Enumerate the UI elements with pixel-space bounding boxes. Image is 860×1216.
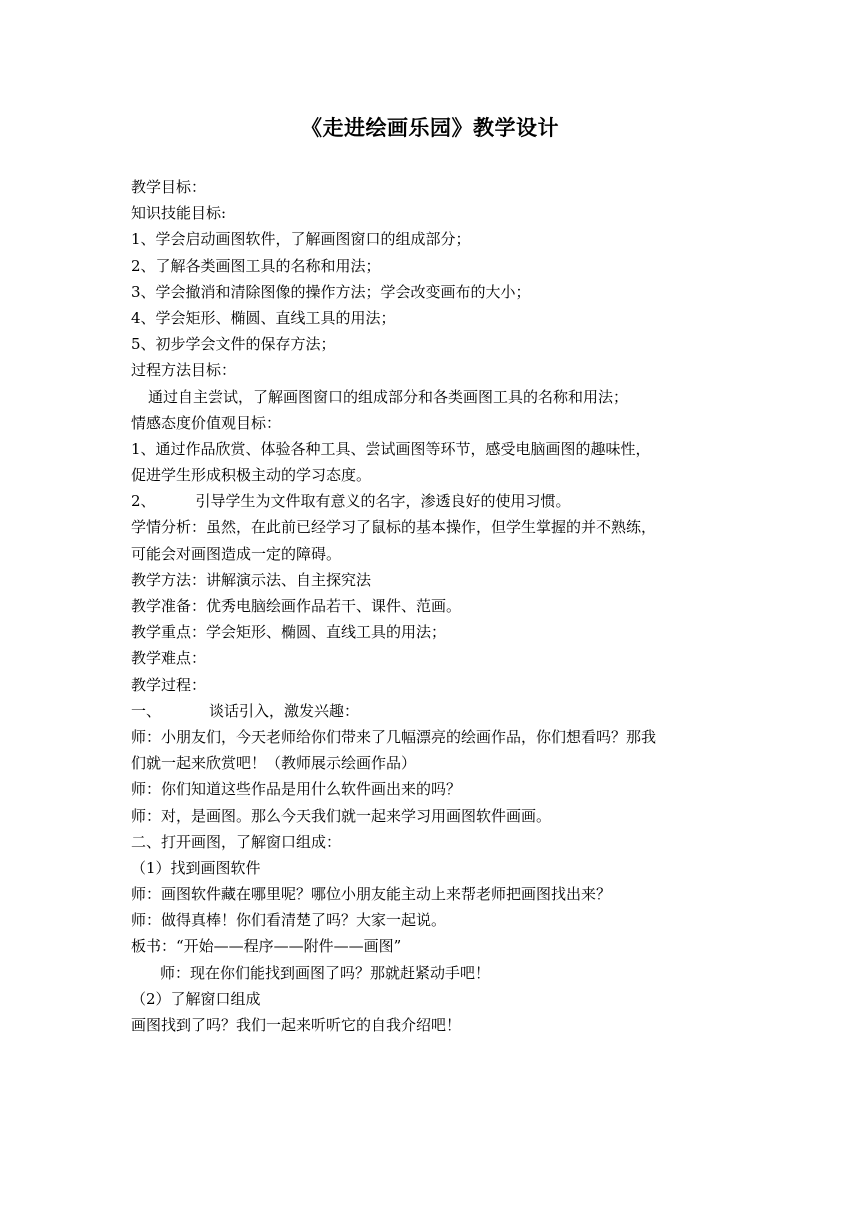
document-body (131, 174, 731, 1038)
text-line: 教学方法：讲解演示法、自主探究法 (131, 570, 372, 589)
text-line: 师：你们知道这些作品是用什么软件画出来的吗？ (131, 780, 462, 799)
section-number: 一、 (131, 701, 162, 720)
document-title: 《走进绘画乐园》教学设计 (301, 115, 559, 140)
text-line: 们就一起来欣赏吧！（教师展示绘画作品） (131, 754, 417, 773)
text-line: 教学过程： (131, 675, 207, 694)
text-line: 师：对，是画图。那么今天我们就一起来学习用画图软件画画。 (131, 806, 552, 825)
text-line: 1、学会启动画图软件，了解画图窗口的组成部分； (131, 230, 471, 249)
text-line: 知识技能目标: (131, 204, 227, 223)
text-line: 学情分析：虽然，在此前已经学习了鼠标的基本操作，但学生掌握的并不熟练， (131, 518, 657, 537)
text-line: 1、通过作品欣赏、体验各种工具、尝试画图等环节，感受电脑画图的趣味性， (131, 439, 651, 458)
section-text: 谈话引入，激发兴趣： (209, 701, 360, 720)
text-line: 3、学会撤消和清除图像的操作方法；学会改变画布的大小； (131, 282, 531, 301)
text-line: 教学难点： (131, 649, 207, 668)
list-text: 引导学生为文件取有意义的名字，渗透良好的使用习惯。 (195, 492, 571, 511)
text-line: 情感态度价值观目标： (131, 413, 282, 432)
text-line: 5、初步学会文件的保存方法； (131, 335, 336, 354)
text-line: 师：做得真棒！你们看清楚了吗？大家一起说。 (131, 911, 447, 930)
text-line: 师：现在你们能找到画图了吗？那就赶紧动手吧！ (160, 963, 491, 982)
text-line: 教学目标： (131, 178, 207, 196)
text-line: 师：小朋友们，今天老师给你们带来了几幅漂亮的绘画作品，你们想看吗？那我 (131, 727, 657, 746)
text-line: 促进学生形成积极主动的学习态度。 (131, 466, 372, 485)
section-heading (131, 698, 731, 724)
text-line: 板书：“开始——程序——附件——画图” (131, 937, 402, 956)
list-number: 2、 (131, 492, 156, 511)
text-line: 画图找到了吗？我们一起来听听它的自我介绍吧！ (131, 1016, 462, 1034)
text-line: 2、了解各类画图工具的名称和用法； (131, 256, 381, 275)
text-line: 过程方法目标： (131, 361, 237, 380)
text-line-numbered (131, 488, 731, 514)
text-line: 师：画图软件藏在哪里呢？哪位小朋友能主动上来帮老师把画图找出来？ (131, 885, 612, 904)
text-line: 4、学会矩形、椭圆、直线工具的用法； (131, 308, 396, 327)
text-line: （2）了解窗口组成 (131, 989, 261, 1008)
text-line: 通过自主尝试，了解画图窗口的组成部分和各类画图工具的名称和用法； (148, 387, 629, 406)
text-line: 教学准备：优秀电脑绘画作品若干、课件、范画。 (131, 597, 462, 615)
text-line: 教学重点：学会矩形、椭圆、直线工具的用法； (131, 623, 447, 642)
text-line: 可能会对画图造成一定的障碍。 (131, 544, 342, 563)
text-line: 二、打开画图，了解窗口组成： (131, 832, 342, 851)
text-line: （1）找到画图软件 (131, 858, 261, 877)
